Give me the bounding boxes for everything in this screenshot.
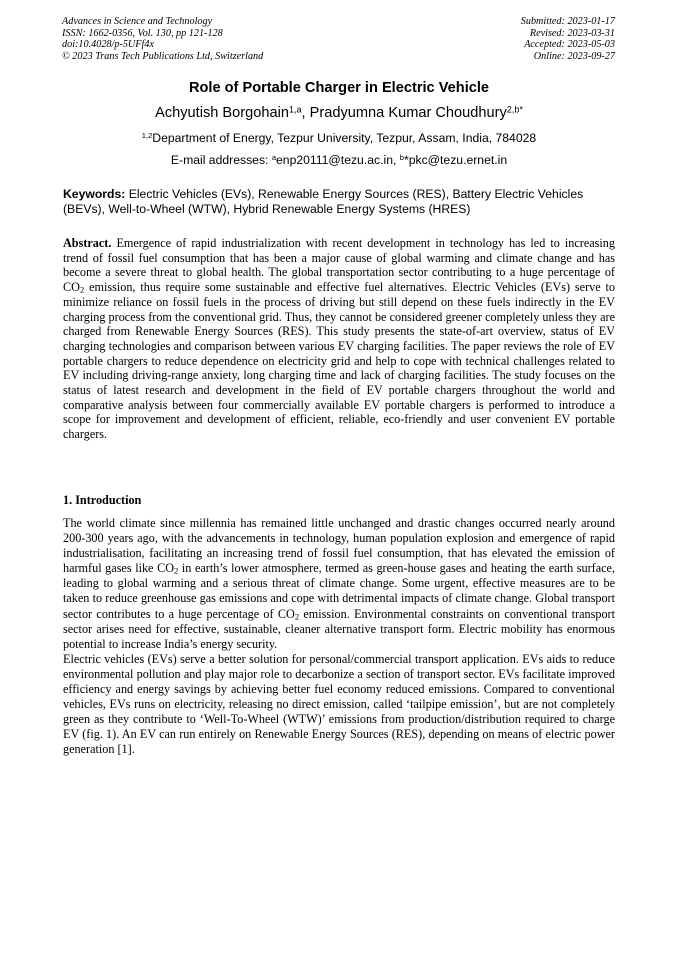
intro-p1-text-b: in earth’s lower atmosphere, termed as green-house gases and heating the earth surface, leading to global warming and a serious threat of climate change. Some urgent, effective measures are to be taken to reduce greenhouse gas emissions and cope with detrimental impacts of climate change. Global transport sector contributes to a huge percentage of CO: [63, 561, 616, 621]
email-1-marker: a: [271, 153, 277, 163]
abstract-text-1: Emergence of rapid industrialization with recent development in technology has led to increasing trend of fossil fuel consumption that has been a major cause of global warming and climate change and has become a severe threat to global health. The global transportation sector contributing to a huge percentage of CO: [63, 236, 615, 295]
affiliation: [0, 131, 678, 145]
publication-dates: [521, 16, 615, 62]
copyright: © 2023 Trans Tech Publications Ltd, Switzerland: [62, 50, 264, 62]
abstract: [63, 236, 615, 442]
journal-name: Advances in Science and Technology: [62, 16, 213, 27]
email-2-marker: b: [399, 153, 404, 163]
author-separator: ,: [301, 105, 310, 121]
journal-info: [62, 16, 263, 62]
author-2: Pradyumna Kumar Choudhury: [309, 105, 507, 121]
intro-p1-subscript-2: 2: [294, 611, 300, 622]
submitted-date: Submitted: 2023-01-17: [520, 16, 615, 27]
author-1-marker: 1,a: [288, 104, 302, 115]
abstract-text-2: emission, thus require some sustainable and effective fuel alternatives. Electric Vehicles (EVs) serve to minimize reliance on fossil fuels in the process of driving but still depend on these fuels indirectly in the EV charging process from the conventional grid. Thus, they cannot be considered greener completely unless they are charged from Renewable Energy Sources (RES). This study presents the state-of-art overview, status of EV charging technologies and comparison between various EV charging facilities. The paper reviews the role of EV portable chargers to reduce dependence on electricity grid and help to cope with technical challenges related to EV including driving-range anxiety, long charging time and lack of charging facilities. The study focuses on the status of latest research and development in the field of EV portable chargers throughout the world and comparative analysis between four commercially available EV portable chargers is performed to introduce a scope for improvement and development of efficient, reliable, eco-friendly and user convenient EV portable chargers.: [63, 280, 615, 442]
intro-paragraph-1: [63, 516, 615, 652]
author-1: Achyutish Borgohain: [155, 105, 289, 121]
issn: ISSN: 1662-0356, Vol. 130, pp 121-128: [62, 27, 223, 39]
abstract-subscript: 2: [79, 284, 85, 295]
affiliation-marker: 1,2: [141, 131, 153, 141]
doi: doi:10.4028/p-5UFf4x: [62, 39, 154, 51]
keywords: [63, 187, 615, 216]
email-addresses: [0, 153, 678, 167]
intro-p1-text-c: emission. Environmental constraints on conventional transport sector arises need for effective, sustainable, cleaner alternative transport form. Electric mobility has enormous potential to increase India’s energy security.: [63, 606, 615, 651]
revised-date: Revised: 2023-03-31: [529, 27, 615, 39]
affiliation-text: Department of Energy, Tezpur University, Tezpur, Assam, India, 784028: [152, 131, 537, 145]
email-2[interactable]: *pkc@tezu.ernet.in: [403, 153, 508, 167]
email-label: E-mail addresses:: [170, 153, 272, 167]
email-1[interactable]: enp20111@tezu.ac.in,: [276, 153, 400, 167]
publication-header: [62, 16, 615, 62]
abstract-label: Abstract.: [63, 236, 112, 250]
keywords-label: Keywords:: [63, 187, 126, 201]
online-date: Online: 2023-09-27: [533, 50, 615, 62]
keywords-text: Electric Vehicles (EVs), Renewable Energy Sources (RES), Battery Electric Vehicles (BEVs), Well-to-Wheel (WTW), Hybrid Renewable Energy Systems (HRES): [63, 187, 584, 216]
intro-p1-text-a: The world climate since millennia has remained little unchanged and drastic changes occurred nearly around 200-300 years ago, with the advancements in technology, human population explosion and emergence of rapid industrialisation, facilitating an increasing trend of fossil fuel consumption, that has elevated the emission of harmful gases like CO: [63, 516, 615, 576]
paper-title: Role of Portable Charger in Electric Vehicle: [188, 80, 490, 96]
intro-p1-subscript-1: 2: [174, 565, 179, 576]
intro-paragraph-2: Electric vehicles (EVs) serve a better solution for personal/commercial transport application. EVs aids to reduce environmental pollution and play major role to decarbonize a section of transport sector. EVs facilitate improved efficiency and energy savings by achieving better fuel economy reduced emissions. Compared to conventional vehicles, EVs runs on electricity, releasing no direct emission, called ‘tailpipe emission’, but are not completely green as they contribute to ‘Well-To-Wheel (WTW)’ emissions from production/distribution required to charge EV (fig. 1). An EV can run entirely on Renewable Energy Sources (RES), depending on means of electric power generation [1].: [63, 651, 615, 757]
introduction-heading: 1. Introduction: [63, 493, 142, 507]
introduction-body: [63, 516, 615, 758]
author-line: [0, 105, 678, 121]
accepted-date: Accepted: 2023-05-03: [524, 39, 615, 51]
author-2-marker: 2,b*: [506, 104, 523, 115]
